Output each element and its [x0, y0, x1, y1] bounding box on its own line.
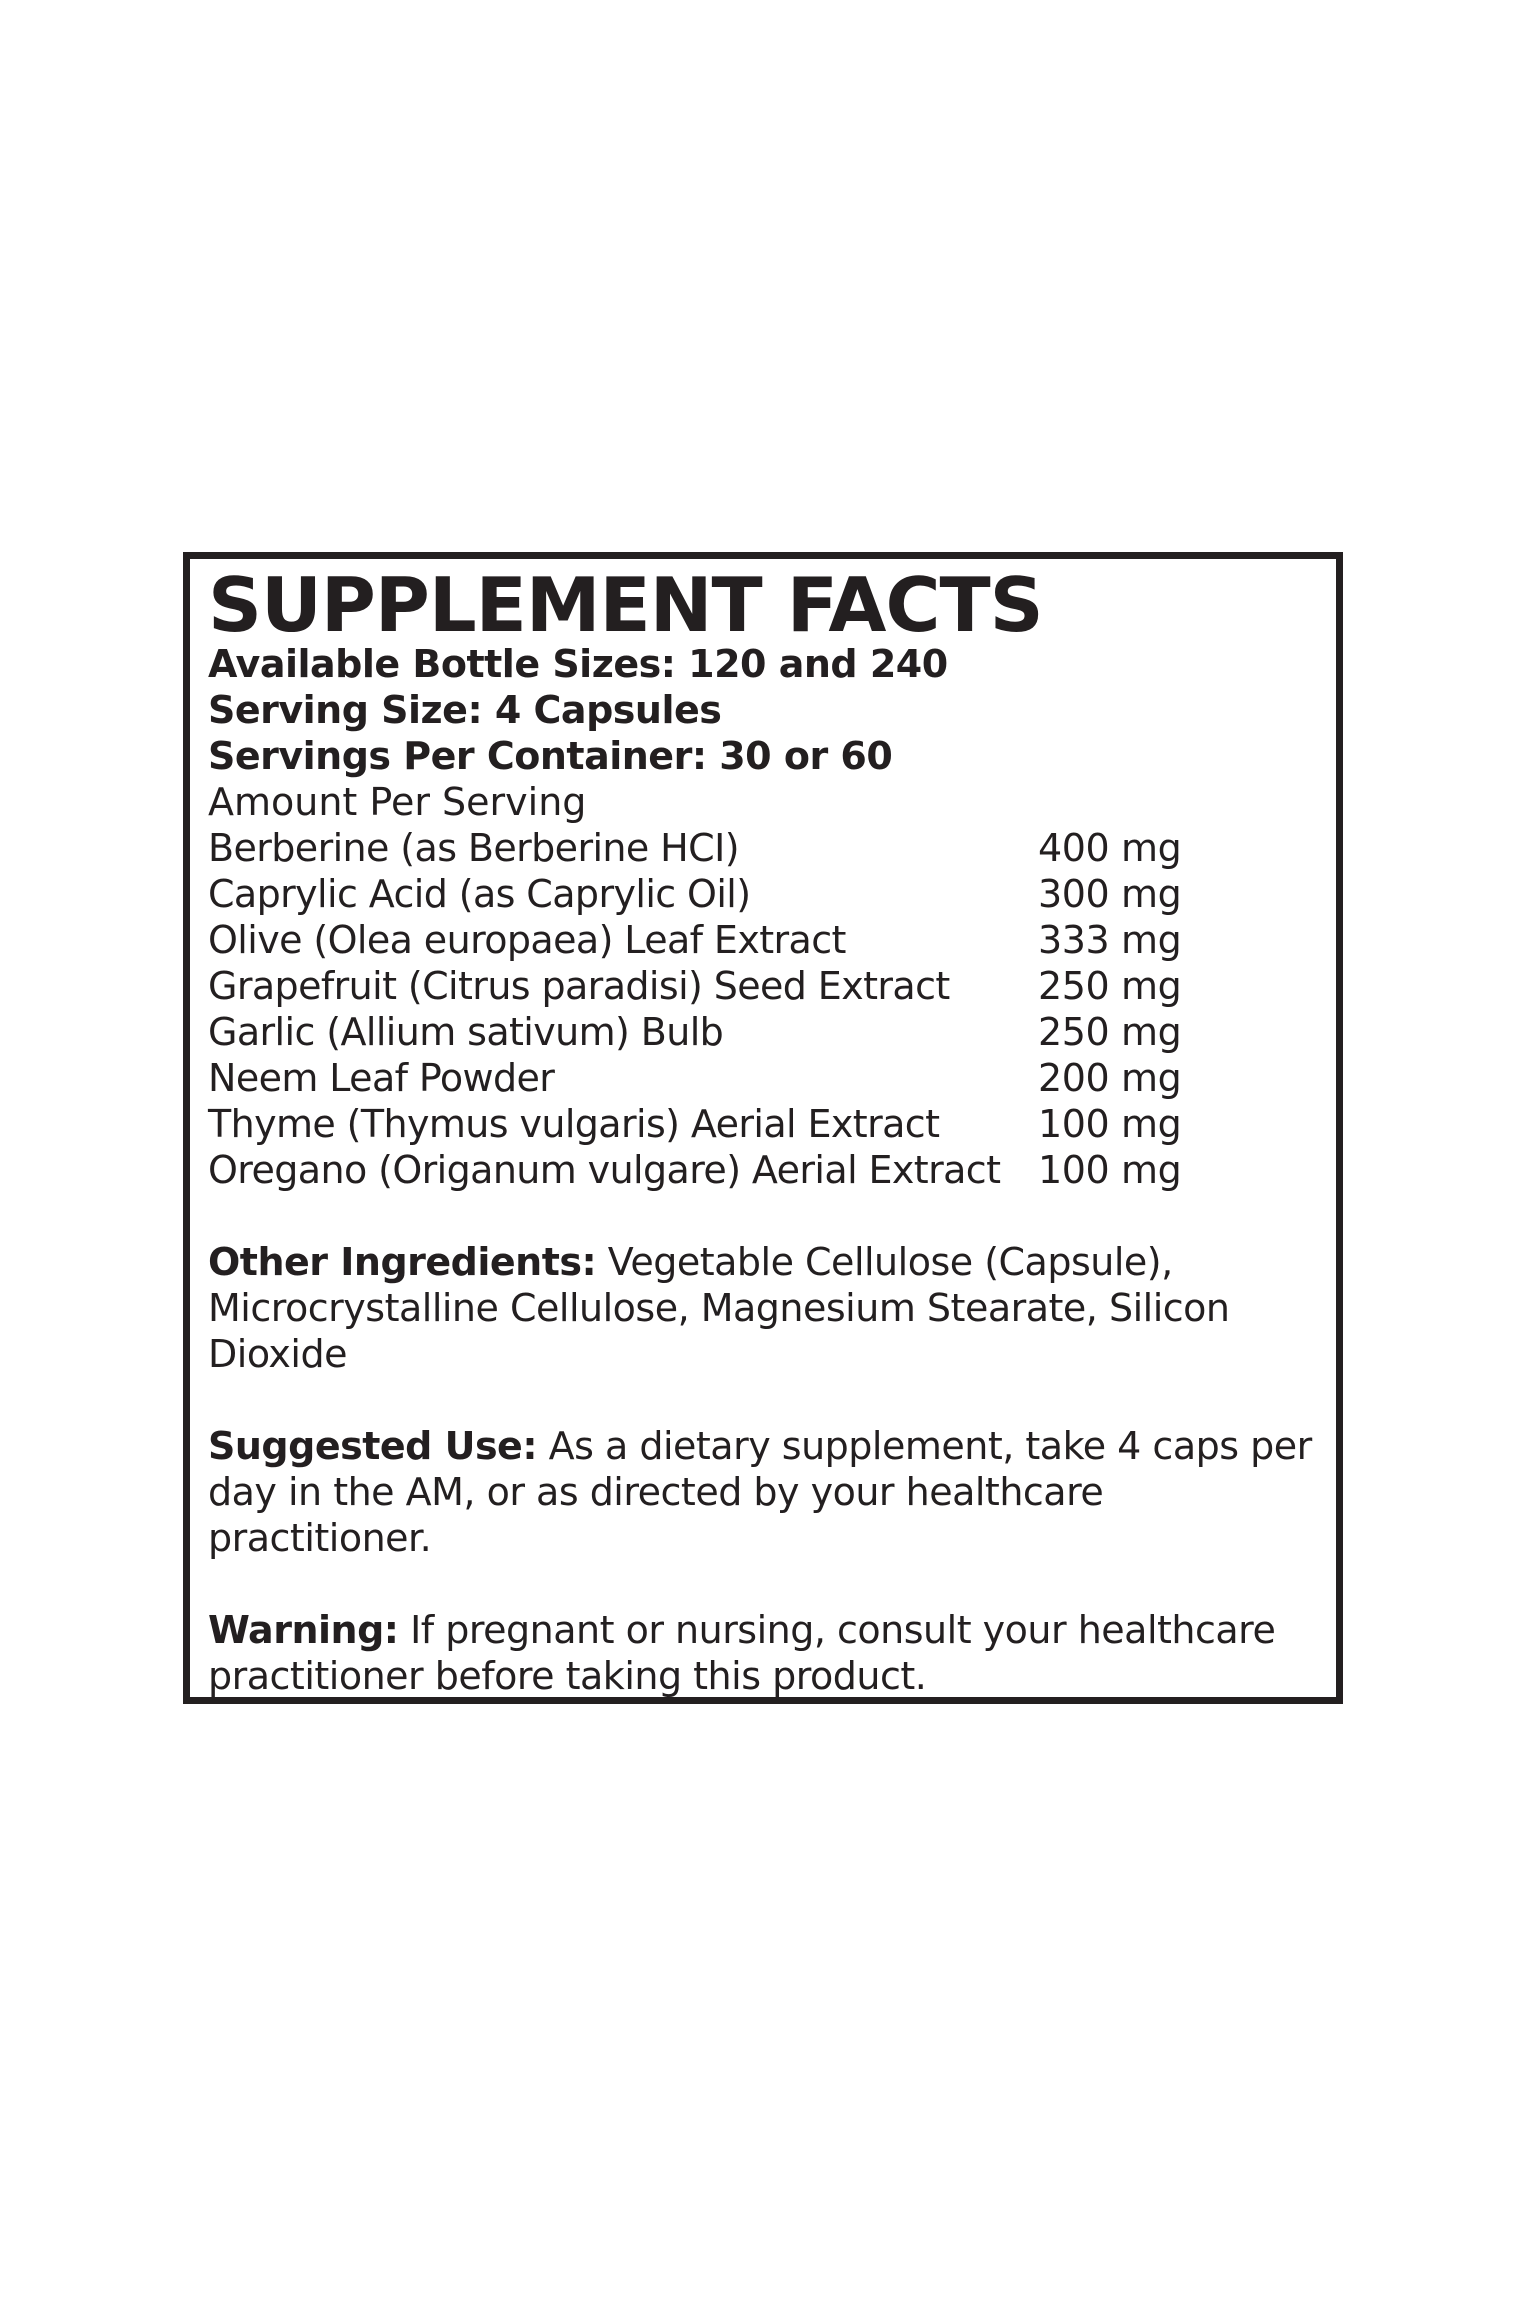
serving-size-line: Serving Size: 4 Capsules	[208, 688, 722, 732]
ingredient-row	[208, 1101, 1336, 1147]
ingredient-amount: 100 mg	[1038, 1102, 1182, 1146]
ingredient-name: Oregano (Origanum vulgare) Aerial Extract	[208, 1148, 1001, 1192]
amount-per-serving-heading: Amount Per Serving	[208, 780, 587, 824]
other-ingredients-text: Vegetable Cellulose (Capsule), Microcrystalline Cellulose, Magnesium Stearate, Silicon Dioxide	[208, 1240, 1230, 1376]
ingredient-row	[208, 1009, 1336, 1055]
ingredient-amount: 300 mg	[1038, 872, 1182, 916]
bottle-sizes-line: Available Bottle Sizes: 120 and 240	[208, 642, 948, 686]
supplement-facts-panel	[183, 552, 1343, 1704]
ingredient-name: Grapefruit (Citrus paradisi) Seed Extract	[208, 964, 950, 1008]
warning-label: Warning:	[208, 1608, 399, 1652]
ingredient-list	[208, 825, 1336, 1193]
ingredient-amount: 333 mg	[1038, 918, 1182, 962]
ingredient-name: Caprylic Acid (as Caprylic Oil)	[208, 872, 751, 916]
section-spacer	[208, 1377, 1336, 1423]
ingredient-row	[208, 871, 1336, 917]
ingredient-row	[208, 917, 1336, 963]
ingredient-name: Olive (Olea europaea) Leaf Extract	[208, 918, 846, 962]
ingredient-name: Neem Leaf Powder	[208, 1056, 555, 1100]
ingredient-row	[208, 963, 1336, 1009]
servings-per-container-line: Servings Per Container: 30 or 60	[208, 734, 893, 778]
warning-text: If pregnant or nursing, consult your healthcare practitioner before taking this product.	[208, 1608, 1276, 1698]
ingredient-amount: 250 mg	[1038, 964, 1182, 1008]
warning-paragraph	[208, 1607, 1318, 1699]
ingredient-amount: 100 mg	[1038, 1148, 1182, 1192]
other-ingredients-label: Other Ingredients:	[208, 1240, 597, 1284]
ingredient-amount: 250 mg	[1038, 1010, 1182, 1054]
ingredient-amount: 200 mg	[1038, 1056, 1182, 1100]
ingredient-amount: 400 mg	[1038, 826, 1182, 870]
ingredient-row	[208, 1147, 1336, 1193]
ingredient-row	[208, 1055, 1336, 1101]
section-spacer	[208, 1561, 1336, 1607]
ingredient-name: Thyme (Thymus vulgaris) Aerial Extract	[208, 1102, 940, 1146]
section-spacer	[208, 1193, 1336, 1239]
panel-title: SUPPLEMENT FACTS	[208, 561, 1043, 649]
ingredient-name: Garlic (Allium sativum) Bulb	[208, 1010, 724, 1054]
suggested-use-text: As a dietary supplement, take 4 caps per day in the AM, or as directed by your healthcare practitioner.	[208, 1424, 1312, 1560]
other-ingredients-paragraph	[208, 1239, 1318, 1377]
suggested-use-label: Suggested Use:	[208, 1424, 538, 1468]
suggested-use-paragraph	[208, 1423, 1318, 1561]
ingredient-name: Berberine (as Berberine HCI)	[208, 826, 739, 870]
ingredient-row	[208, 825, 1336, 871]
